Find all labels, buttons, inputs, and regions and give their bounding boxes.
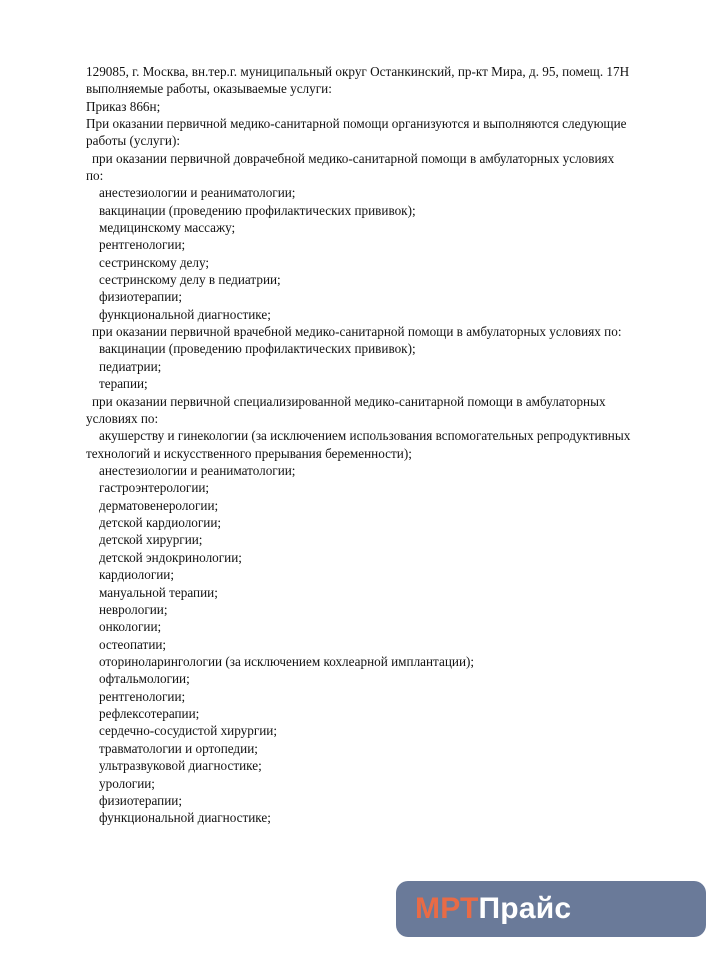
doc-line: при оказании первичной доврачебной медико-санитарной помощи в амбулаторных условиях — [92, 151, 615, 166]
doc-line: детской кардиологии; — [99, 515, 222, 530]
doc-line: кардиологии; — [99, 567, 175, 582]
doc-line: физиотерапии; — [99, 289, 183, 304]
doc-line: оториноларингологии (за исключением кохлеарной имплантации); — [99, 654, 475, 669]
doc-line: травматологии и ортопедии; — [99, 741, 258, 756]
doc-line: терапии; — [99, 376, 148, 391]
mrtprice-logo-badge[interactable] — [396, 881, 706, 937]
doc-line: онкологии; — [99, 619, 162, 634]
doc-line: неврологии; — [99, 602, 168, 617]
doc-line: дерматовенерологии; — [99, 498, 219, 513]
doc-line: рентгенологии; — [99, 689, 186, 704]
doc-line: педиатрии; — [99, 359, 162, 374]
doc-line: рентгенологии; — [99, 237, 186, 252]
doc-line: анестезиологии и реаниматологии; — [99, 463, 296, 478]
doc-line: акушерству и гинекологии (за исключением использования вспомогательных репродуктивных — [99, 428, 631, 443]
doc-line: 129085, г. Москва, вн.тер.г. муниципальный округ Останкинский, пр-кт Мира, д. 95, помещ. 17Н — [86, 64, 630, 79]
doc-line: ультразвуковой диагностике; — [99, 758, 262, 773]
doc-line: функциональной диагностике; — [99, 307, 271, 322]
logo-text-mrt: МРТ — [415, 892, 479, 925]
doc-line: гастроэнтерологии; — [99, 480, 210, 495]
doc-line: вакцинации (проведению профилактических прививок); — [99, 203, 416, 218]
doc-line: офтальмологии; — [99, 671, 190, 686]
doc-line: Приказ 866н; — [86, 99, 161, 114]
doc-line: при оказании первичной врачебной медико-санитарной помощи в амбулаторных условиях по: — [92, 324, 622, 339]
doc-line: сестринскому делу; — [99, 255, 210, 270]
doc-line: условиях по: — [86, 411, 159, 426]
doc-line: анестезиологии и реаниматологии; — [99, 185, 296, 200]
doc-line: медицинскому массажу; — [99, 220, 236, 235]
doc-line: детской эндокринологии; — [99, 550, 242, 565]
logo-text-price: Прайс — [478, 892, 572, 925]
doc-line: вакцинации (проведению профилактических прививок); — [99, 341, 416, 356]
doc-line: работы (услуги): — [86, 133, 181, 148]
doc-line: При оказании первичной медико-санитарной помощи организуются и выполняются следующие — [86, 116, 627, 131]
doc-line: урологии; — [99, 776, 155, 791]
doc-line: функциональной диагностике; — [99, 810, 271, 825]
doc-line: остеопатии; — [99, 637, 167, 652]
doc-line: выполняемые работы, оказываемые услуги: — [86, 81, 332, 96]
doc-line: при оказании первичной специализированной медико-санитарной помощи в амбулаторных — [92, 394, 606, 409]
doc-line: мануальной терапии; — [99, 585, 218, 600]
doc-line: сестринскому делу в педиатрии; — [99, 272, 281, 287]
doc-line: технологий и искусственного прерывания беременности); — [86, 446, 412, 461]
doc-line: сердечно-сосудистой хирургии; — [99, 723, 278, 738]
doc-line: детской хирургии; — [99, 532, 203, 547]
doc-line: физиотерапии; — [99, 793, 183, 808]
doc-line: рефлексотерапии; — [99, 706, 200, 721]
doc-line: по: — [86, 168, 104, 183]
